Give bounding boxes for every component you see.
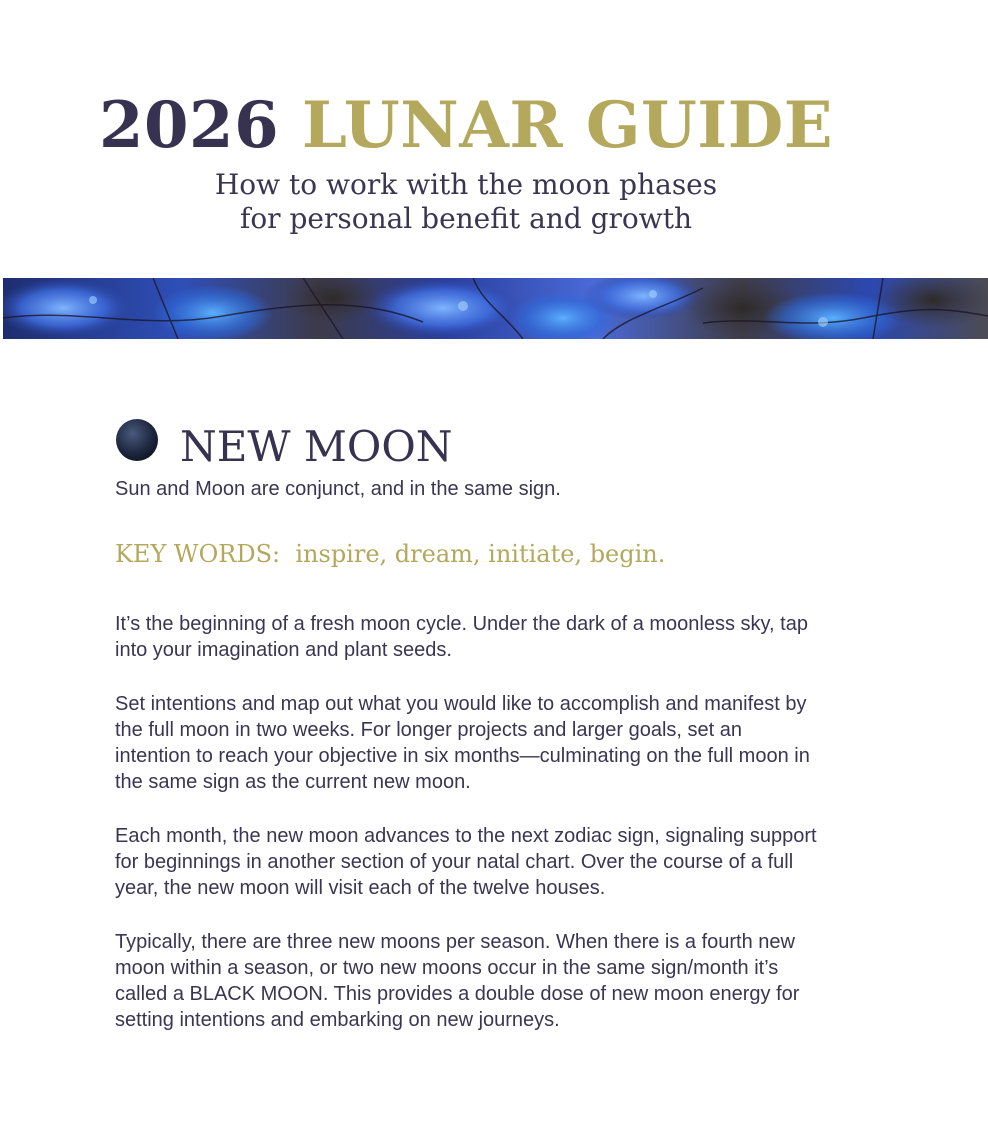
page-title: [0, 88, 932, 164]
section-description: Sun and Moon are conjunct, and in the same sign.: [115, 478, 561, 500]
key-words: KEY WORDS: inspire, dream, initiate, begin.: [115, 540, 666, 568]
section-title: NEW MOON: [180, 422, 453, 471]
page-header: [0, 88, 932, 236]
labradorite-stone-image: [3, 278, 988, 339]
title-year: 2026: [98, 88, 280, 163]
subtitle-line-2: for personal benefit and growth: [239, 202, 693, 235]
body-paragraph-3: Each month, the new moon advances to the next zodiac sign, signaling support for beginnings in another section of your natal chart. Over the course of a full year, the new moon will visit each of the twelve houses.: [115, 825, 817, 899]
subtitle-line-1: How to work with the moon phases: [214, 168, 718, 201]
page-subtitle: [0, 168, 932, 236]
title-name: LUNAR GUIDE: [301, 88, 834, 163]
body-paragraph-1: It’s the beginning of a fresh moon cycle. Under the dark of a moonless sky, tap into your imagination and plant seeds.: [115, 613, 808, 661]
body-paragraph-4: Typically, there are three new moons per season. When there is a fourth new moon within a season, or two new moons occur in the same sign/month it’s called a BLACK MOON. This provides a double dose of new moon energy for setting intentions and embarking on new journeys.: [115, 931, 800, 1031]
body-paragraph-2: Set intentions and map out what you would like to accomplish and manifest by the full moon in two weeks. For longer projects and larger goals, set an intention to reach your objective in six months—culminating on the full moon in the same sign as the current new moon.: [115, 693, 810, 793]
new-moon-icon: [115, 418, 159, 462]
section-body: [115, 611, 905, 1061]
